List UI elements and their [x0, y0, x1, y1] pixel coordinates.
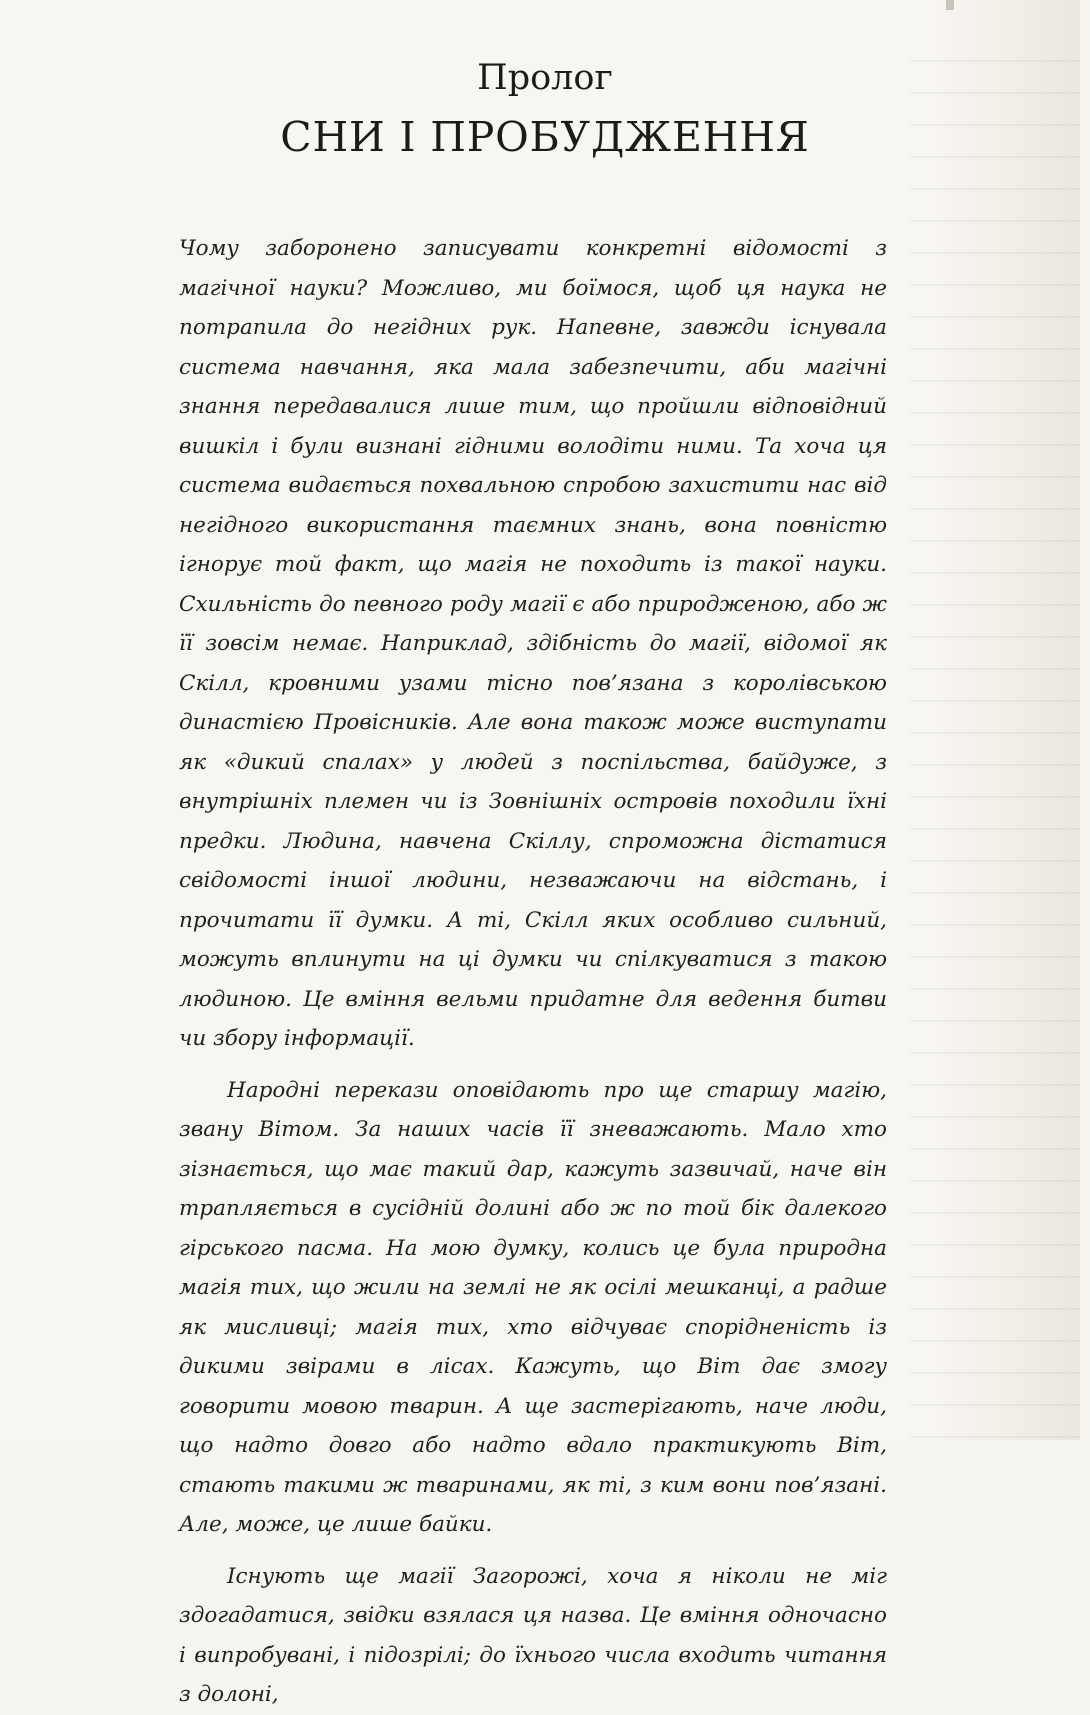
body-text — [179, 229, 887, 1715]
page-edge-mark — [946, 0, 954, 10]
chapter-title: СНИ І ПРОБУДЖЕННЯ — [280, 113, 810, 161]
paragraph: Існують ще магії Загорожі, хоча я ніколи не міг здогадатися, звідки взялася ця назва. Це вміння одночасно і випробувані, і підозрілі; до їхнього числа входить читання з долоні, — [179, 1563, 887, 1707]
paragraph: Чому заборонено записувати конкретні відомості з магічної науки? Можливо, ми боїмося, щоб ця наука не потрапила до негідних рук. Напевне, завжди існувала система навчання, яка мала забезпечити, аби магічні знання передавалися лише тим, що пройшли відповідний вишкіл і були визнані гідними володіти ними. Та хоча ця система видається похвальною спробою захистити нас від негідного використання таємних знань, вона повністю ігнорує той факт, що магія не походить із такої науки. Схильність до певного роду магії є або природженою, або ж її зовсім немає. Наприклад, здібність до магії, відомої як Скілл, кровними узами тісно пов’язана з королівською династією Провісників. Але вона також може виступати як «дикий спалах» у людей з поспільства, байдуже, з внутрішніх племен чи із Зовнішніх островів походили їхні предки. Людина, навчена Скіллу, спроможна дістатися свідомості іншої людини, незважаючи на відстань, і прочитати її думки. А ті, Скілл яких особливо сильний, можуть вплинути на ці думки чи спілкуватися з такою людиною. Це вміння вельми придатне для ведення битви чи збору інформації. — [179, 236, 887, 1051]
show-through-text — [910, 60, 1080, 1440]
paragraph: Народні перекази оповідають про ще старшу магію, звану Вітом. За наших часів її зневажають. Мало хто зізнається, що має такий дар, кажуть зазвичай, наче він трапляється в сусідній долині або ж по той бік далекого гірського пасма. На мою думку, колись це була природна магія тих, що жили на землі не як осілі мешканці, а радше як мисливці; магія тих, хто відчуває спорідненість із дикими звірами в лісах. Кажуть, що Віт дає змогу говорити мовою тварин. А ще застерігають, наче люди, що надто довго або надто вдало практикують Віт, стають такими ж тваринами, як ті, з ким вони пов’язані. Але, може, це лише байки. — [179, 1077, 887, 1537]
prologue-label: Пролог — [477, 58, 613, 98]
